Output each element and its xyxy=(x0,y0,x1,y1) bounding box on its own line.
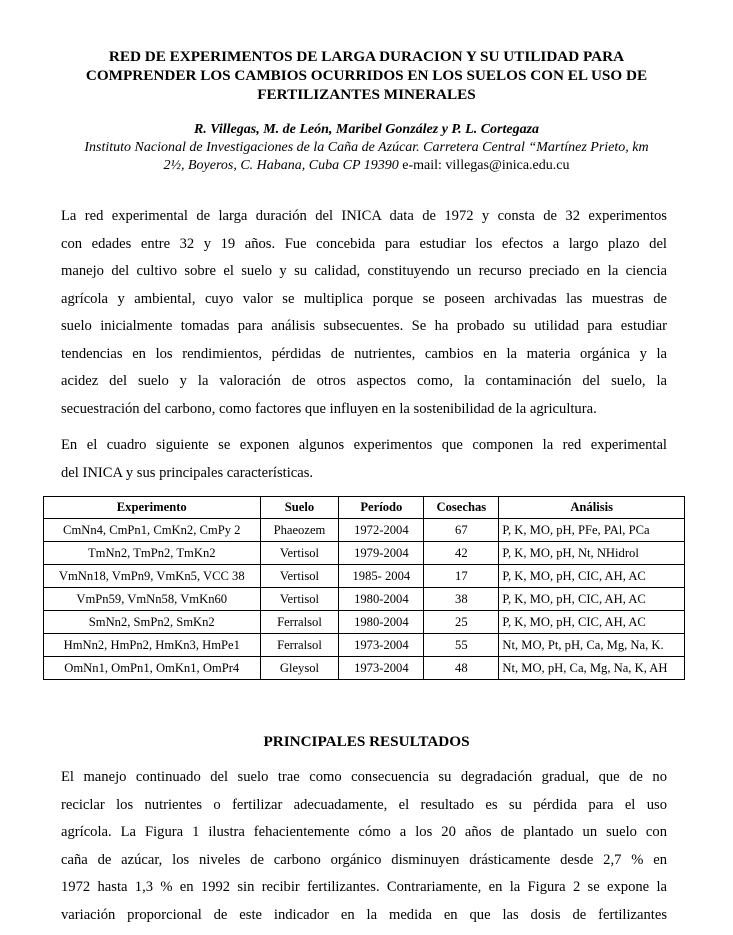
cell-experimento: VmPn59, VmNn58, VmKn60 xyxy=(44,588,261,611)
cell-cosechas: 42 xyxy=(424,542,499,565)
table-row xyxy=(44,611,685,634)
text-line: acidez del suelo y la valoración de otros aspectos como, la contaminación del suelo, la xyxy=(61,373,667,389)
cell-experimento: VmNn18, VmPn9, VmKn5, VCC 38 xyxy=(44,565,261,588)
text-line: variación proporcional de este indicador en la medida en que las dosis de fertilizantes xyxy=(61,906,667,923)
cell-experimento: CmNn4, CmPn1, CmKn2, CmPy 2 xyxy=(44,519,261,542)
cell-periodo: 1973-2004 xyxy=(339,634,424,657)
text-line: secuestración del carbono, como factores que influyen en la sostenibilidad de la agricultura. xyxy=(61,400,597,417)
affiliation-line: Instituto Nacional de Investigaciones de la Caña de Azúcar. Carretera Central “Martínez Prieto, km xyxy=(84,140,649,155)
cell-cosechas: 25 xyxy=(424,611,499,634)
text-line: La red experimental de larga duración del INICA data de 1972 y consta de 32 experimentos xyxy=(61,208,667,224)
cell-suelo: Gleysol xyxy=(260,657,339,680)
cell-periodo: 1973-2004 xyxy=(339,657,424,680)
affiliation xyxy=(30,139,703,175)
title-line: FERTILIZANTES MINERALES xyxy=(257,86,476,103)
cell-suelo: Ferralsol xyxy=(260,634,339,657)
cell-experimento: HmNn2, HmPn2, HmKn3, HmPe1 xyxy=(44,634,261,657)
text-line: con edades entre 32 y 19 años. Fue concebida para estudiar los efectos a largo plazo del xyxy=(61,235,667,252)
cell-cosechas: 38 xyxy=(424,588,499,611)
cell-suelo: Vertisol xyxy=(260,542,339,565)
column-header-cosechas: Cosechas xyxy=(424,497,499,519)
table-row xyxy=(44,519,685,542)
table-intro-paragraph xyxy=(61,432,667,487)
text-line: En el cuadro siguiente se exponen algunos experimentos que componen la red experimental xyxy=(61,437,667,453)
text-line: agrícola y ambiental, cuyo valor se multiplica porque se poseen archivadas las muestras de xyxy=(61,290,667,307)
table-row xyxy=(44,634,685,657)
cell-periodo: 1972-2004 xyxy=(339,519,424,542)
cell-cosechas: 48 xyxy=(424,657,499,680)
cell-periodo: 1985- 2004 xyxy=(339,565,424,588)
table-row xyxy=(44,588,685,611)
intro-paragraph xyxy=(61,203,667,423)
text-line: 1972 hasta 1,3 % en 1992 sin recibir fertilizantes. Contrariamente, en la Figura 2 se expone la xyxy=(61,879,667,895)
cell-periodo: 1980-2004 xyxy=(339,611,424,634)
text-line: manejo del cultivo sobre el suelo y su calidad, constituyendo un recurso preciado en la ciencia xyxy=(61,263,667,279)
column-header-analisis: Análisis xyxy=(499,497,685,519)
column-header-experimento: Experimento xyxy=(44,497,261,519)
column-header-periodo: Período xyxy=(339,497,424,519)
cell-suelo: Vertisol xyxy=(260,565,339,588)
title-line: COMPRENDER LOS CAMBIOS OCURRIDOS EN LOS SUELOS CON EL USO DE xyxy=(85,67,648,84)
cell-suelo: Vertisol xyxy=(260,588,339,611)
text-line: suelo inicialmente tomadas para análisis subsecuentes. Se ha probado su utilidad para estudiar xyxy=(61,318,667,334)
paper-title xyxy=(40,47,693,104)
cell-periodo: 1979-2004 xyxy=(339,542,424,565)
cell-periodo: 1980-2004 xyxy=(339,588,424,611)
cell-experimento: OmNn1, OmPn1, OmKn1, OmPr4 xyxy=(44,657,261,680)
cell-cosechas: 55 xyxy=(424,634,499,657)
text-line: agrícola. La Figura 1 ilustra fehacientemente cómo a los 20 años de plantado un suelo con xyxy=(61,824,667,840)
author-list: R. Villegas, M. de León, Maribel González y P. L. Cortegaza xyxy=(193,122,540,137)
table-row xyxy=(44,657,685,680)
cell-cosechas: 17 xyxy=(424,565,499,588)
text-line: del INICA y sus principales características. xyxy=(61,464,314,481)
text-line: tendencias en los rendimientos, pérdidas de nutrientes, cambios en la materia orgánica y la xyxy=(61,345,667,362)
affiliation-line xyxy=(30,157,703,175)
experiments-table xyxy=(43,496,685,680)
text-line: El manejo continuado del suelo trae como consecuencia su degradación gradual, que de no xyxy=(61,769,667,785)
contact-email: e-mail: villegas@inica.edu.cu xyxy=(398,158,570,173)
table-header-row xyxy=(44,497,685,519)
cell-analisis: P, K, MO, pH, CIC, AH, AC xyxy=(499,565,685,588)
text-line: reciclar los nutrientes o fertilizar adecuadamente, el resultado es su pérdida para el uso xyxy=(61,796,667,813)
cell-suelo: Ferralsol xyxy=(260,611,339,634)
affiliation-address: 2½, Boyeros, C. Habana, Cuba CP 19390 xyxy=(163,158,399,173)
cell-suelo: Phaeozem xyxy=(260,519,339,542)
cell-analisis: Nt, MO, pH, Ca, Mg, Na, K, AH xyxy=(499,657,685,680)
cell-experimento: TmNn2, TmPn2, TmKn2 xyxy=(44,542,261,565)
cell-analisis: Nt, MO, Pt, pH, Ca, Mg, Na, K. xyxy=(499,634,685,657)
cell-analisis: P, K, MO, pH, CIC, AH, AC xyxy=(499,588,685,611)
table-row xyxy=(44,542,685,565)
cell-analisis: P, K, MO, pH, CIC, AH, AC xyxy=(499,611,685,634)
cell-analisis: P, K, MO, pH, Nt, NHidrol xyxy=(499,542,685,565)
cell-experimento: SmNn2, SmPn2, SmKn2 xyxy=(44,611,261,634)
results-paragraph xyxy=(61,764,667,929)
column-header-suelo: Suelo xyxy=(260,497,339,519)
cell-cosechas: 67 xyxy=(424,519,499,542)
title-line: RED DE EXPERIMENTOS DE LARGA DURACION Y SU UTILIDAD PARA xyxy=(108,48,625,65)
cell-analisis: P, K, MO, pH, PFe, PAl, PCa xyxy=(499,519,685,542)
section-heading: PRINCIPALES RESULTADOS xyxy=(263,733,470,750)
table-row xyxy=(44,565,685,588)
text-line: caña de azúcar, los niveles de carbono orgánico disminuyen drásticamente desde 2,7 % en xyxy=(61,851,667,868)
